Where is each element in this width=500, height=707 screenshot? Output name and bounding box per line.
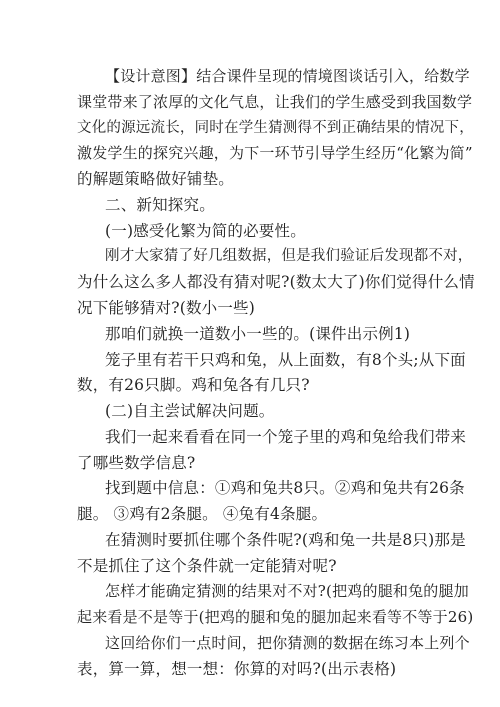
paragraph-design-intent-line-1: 【设计意图】结合课件呈现的情境图谈话引入，给数学 <box>105 67 470 85</box>
paragraph-condition-line-1: 在猜测时要抓住哪个条件呢?(鸡和兔一共是8只)那是 <box>105 531 466 549</box>
paragraph-problem-line-2: 数，有26只脚。鸡和兔各有几只? <box>77 376 310 394</box>
paragraph-guess-line-2: 为什么这么多人都没有猜对呢?(数太大了)你们觉得什么情 <box>77 273 475 291</box>
paragraph-guess-line-3: 况下能够猜对?(数小一些) <box>77 299 256 317</box>
paragraph-info-line-2: 腿。 ③鸡有2条腿。 ④兔有4条腿。 <box>77 505 328 523</box>
paragraph-verify-line-1: 怎样才能确定猜测的结果对不对?(把鸡的腿和兔的腿加 <box>105 582 469 600</box>
paragraph-design-intent-line-3: 文化的源远流长，同时在学生猜测得不到正确结果的情况下， <box>77 120 474 136</box>
paragraph-info-line-1: 找到题中信息：①鸡和兔共8只。②鸡和兔共有26条 <box>105 479 465 497</box>
paragraph-table-line-1: 这回给你们一点时间，把你猜测的数据在练习本上列个 <box>105 634 470 652</box>
paragraph-design-intent-line-4: 激发学生的探究兴趣，为下一环节引导学生经历“化繁为简” <box>77 144 473 162</box>
paragraph-design-intent-line-5: 的解题策略做好铺垫。 <box>77 170 235 188</box>
paragraph-condition-line-2: 不是抓住了这个条件就一定能猜对呢? <box>77 557 337 575</box>
paragraph-guess-line-1: 刚才大家猜了好几组数据，但是我们验证后发现都不对， <box>105 248 473 264</box>
paragraph-look-line-1: 我们一起来看看在同一个笼子里的鸡和兔给我们带来 <box>105 428 467 446</box>
paragraph-design-intent-line-2: 课堂带来了浓厚的文化气息，让我们的学生感受到我国数学 <box>77 93 473 111</box>
paragraph-problem-line-1: 笼子里有若干只鸡和兔，从上面数，有8个头;从下面 <box>105 351 466 369</box>
section-heading-new-knowledge: 二、新知探究。 <box>105 196 215 214</box>
paragraph-example-intro: 那咱们就换一道数小一些的。(课件出示例1) <box>105 325 411 343</box>
paragraph-table-line-2: 表，算一算，想一想：你算的对吗?(出示表格) <box>77 660 397 678</box>
paragraph-verify-line-2: 起来看是不是等于(把鸡的腿和兔的腿加起来看等不等于26) <box>77 608 474 626</box>
paragraph-look-line-2: 了哪些数学信息? <box>77 454 196 472</box>
subsection-heading-two: (二)自主尝试解决问题。 <box>105 402 275 420</box>
subsection-heading-one: (一)感受化繁为简的必要性。 <box>105 222 306 240</box>
